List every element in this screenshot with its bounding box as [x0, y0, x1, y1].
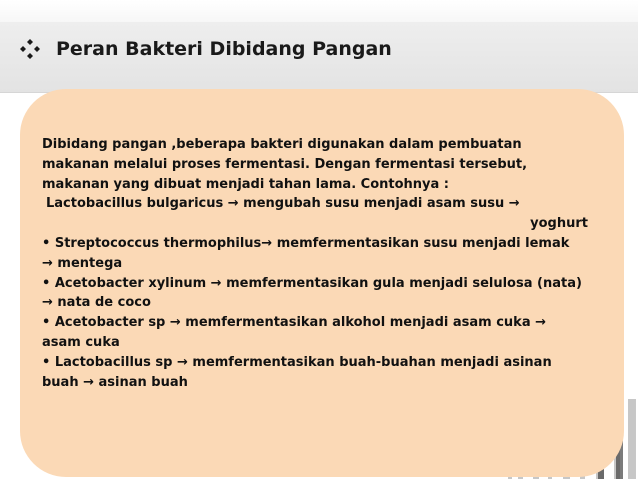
text-line: buah → asinan buah	[42, 374, 188, 390]
title-bar	[0, 22, 638, 93]
top-band	[0, 0, 638, 22]
list-item: • Lactobacillus sp → memfermentasikan buah-buahan menjadi asinan	[42, 354, 552, 370]
list-item: • Streptococcus thermophilus→ memfermentasikan susu menjadi lemak	[42, 235, 570, 251]
text-line: makanan melalui proses fermentasi. Dengan fermentasi tersebut,	[42, 156, 528, 172]
slide-title: Peran Bakteri Dibidang Pangan	[56, 38, 392, 60]
text-line: → mentega	[42, 255, 123, 271]
text-line: yoghurt	[530, 216, 588, 232]
four-diamond-bullet-icon	[20, 39, 40, 59]
text-line: Dibidang pangan ,beberapa bakteri digunakan dalam pembuatan	[42, 137, 522, 152]
text-line: asam cuka	[42, 334, 120, 350]
list-item: • Acetobacter xylinum → memfermentasikan gula menjadi selulosa (nata)	[42, 275, 582, 291]
text-line: makanan yang dibuat menjadi tahan lama. Contohnya :	[42, 176, 450, 192]
text-line: → nata de coco	[42, 295, 151, 311]
text-line: Lactobacillus bulgaricus → mengubah susu menjadi asam susu →	[46, 196, 520, 212]
list-item: • Acetobacter sp → memfermentasikan alkohol menjadi asam cuka →	[42, 315, 547, 331]
content-text	[42, 135, 612, 392]
